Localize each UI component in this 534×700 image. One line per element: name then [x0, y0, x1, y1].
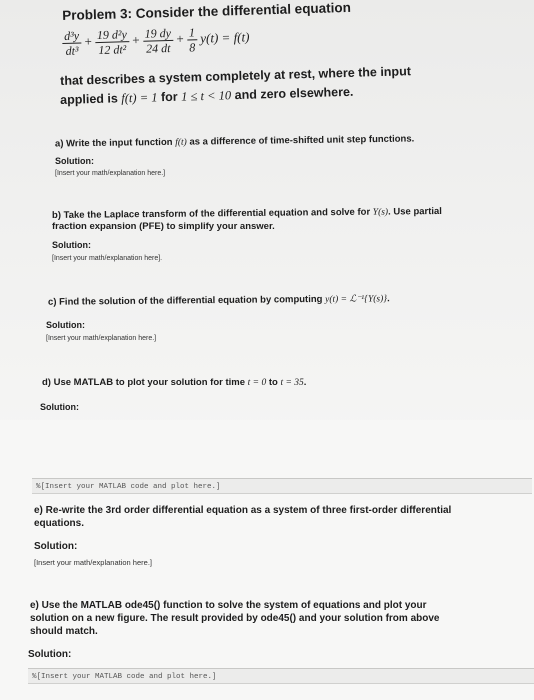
part-e2-question-line-2: solution on a new figure. The result provided by ode45() and your solution from above — [30, 613, 440, 624]
part-c-question: c) Find the solution of the differential equation by computing y(t) = ℒ⁻¹{Y(s)}. — [47, 293, 390, 308]
problem-line-1: that describes a system completely at rest, where the input — [60, 64, 412, 88]
part-e2-question-line-3: should match. — [30, 626, 98, 637]
term-first-derivative: $\frac{19 dy}{24 dt}$ — [143, 27, 174, 55]
part-b-solution-label: Solution: — [52, 240, 91, 250]
part-a-solution-label: Solution: — [55, 156, 94, 166]
part-b-placeholder[interactable]: [Insert your math/explanation here]. — [52, 255, 163, 262]
problem-prefix: Problem 3: — [62, 6, 133, 23]
equation-rhs: y(t) = f(t) — [200, 29, 250, 46]
part-a-placeholder[interactable]: [Insert your math/explanation here.] — [55, 170, 166, 177]
term-second-derivative: $\frac{\text{19 d²y}}{\text{12 dt²}}$ — [95, 28, 130, 56]
problem-heading — [62, 0, 351, 23]
part-e1-question-line-2: equations. — [34, 518, 85, 529]
part-c-solution-label: Solution: — [46, 320, 85, 330]
problem-line-2: applied is f(t) = 1 for 1 ≤ t < 10 and zero elsewhere. — [60, 84, 354, 107]
part-c-placeholder[interactable]: [Insert your math/explanation here.] — [46, 335, 157, 342]
part-e1-solution-label: Solution: — [34, 541, 78, 552]
part-d-code-placeholder[interactable]: %[Insert your MATLAB code and plot here.] — [32, 478, 532, 494]
part-e2-code-placeholder[interactable]: %[Insert your MATLAB code and plot here.] — [28, 668, 534, 684]
part-e1-question-line-1: e) Re-write the 3rd order differential equation as a system of three first-order differential — [34, 505, 452, 516]
term-constant: $\frac{1}{8}$ — [188, 25, 196, 55]
part-d-solution-label: Solution: — [40, 402, 79, 412]
part-b-question-line-1: b) Take the Laplace transform of the differential equation and solve for Y(s). Use partial — [51, 205, 442, 222]
problem-title: Consider the differential equation — [135, 0, 352, 21]
part-a-question: a) Write the input function f(t) as a difference of time-shifted unit step functions. — [54, 133, 415, 150]
part-e2-solution-label: Solution: — [28, 649, 72, 660]
differential-equation: $\frac{\text{d³y}}{\text{dt³}}$ + $\frac{\text{19 d²y}}{\text{12 dt²}}$ + $\frac{19 dy}{24 dt}$ + $\frac{1}{8}$ y(t) = f(t) — [63, 25, 250, 58]
part-b-question-line-2: fraction expansion (PFE) to simplify your answer. — [52, 221, 275, 232]
part-d-question: d) Use MATLAB to plot your solution for time t = 0 to t = 35. — [42, 377, 307, 388]
part-e2-question-line-1: e) Use the MATLAB ode45() function to solve the system of equations and plot your — [30, 600, 427, 611]
part-e1-placeholder[interactable]: [Insert your math/explanation here.] — [34, 558, 152, 567]
term-third-derivative: $\frac{\text{d³y}}{\text{dt³}}$ — [62, 29, 82, 57]
